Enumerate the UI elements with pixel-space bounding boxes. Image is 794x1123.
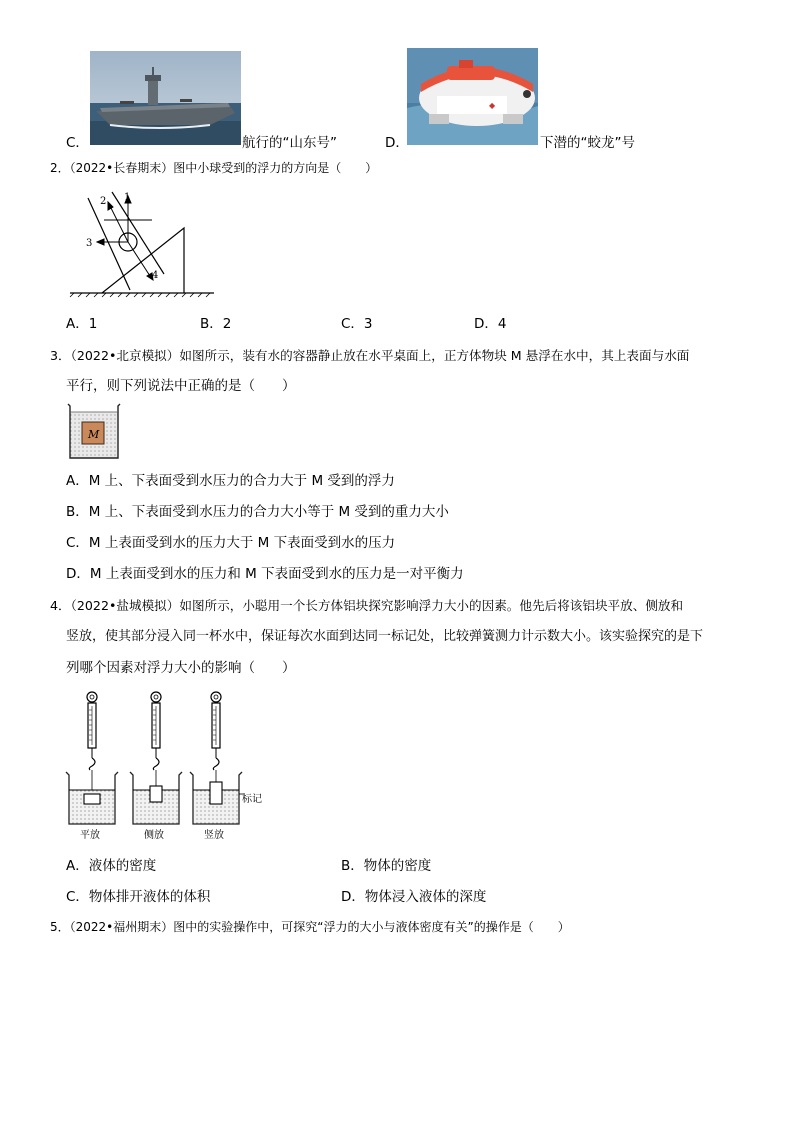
caption-upright: 竖放 [204, 830, 224, 841]
q1-option-c-text: 航行的“山东号” [242, 135, 337, 151]
q4-option-d: D．物体浸入液体的深度 [341, 889, 487, 905]
submersible-photo [407, 48, 538, 145]
q2-incline-diagram [66, 190, 218, 298]
q4-stem-line3: 列哪个因素对浮力大小的影响（ ） [66, 660, 296, 676]
spring-scale-flat [66, 692, 118, 824]
block-m-label: M [88, 428, 100, 441]
q4-option-c: C．物体排开液体的体积 [66, 889, 211, 905]
q3-option-d: D．M 上表面受到水的压力和 M 下表面受到水的压力是一对平衡力 [66, 566, 464, 582]
q3-stem-line1: 3．（2022•北京模拟）如图所示，装有水的容器静止放在水平桌面上，正方体物块 M 悬浮在水中，其上表面与水面 [50, 348, 690, 363]
q2-option-b: B．2 [200, 316, 232, 332]
mark-label: 标记 [242, 794, 262, 805]
svg-text:◆: ◆ [489, 101, 496, 110]
q2-option-d: D．4 [474, 316, 507, 332]
q4-stem-line2: 竖放，使其部分浸入同一杯水中，保证每次水面到达同一标记处，比较弹簧测力计示数大小。该实验探究的是下 [66, 629, 704, 644]
arrow-label-2: 2 [100, 196, 107, 207]
q4-option-b: B．物体的密度 [341, 858, 432, 874]
q3-option-b: B．M 上、下表面受到水压力的合力大小等于 M 受到的重力大小 [66, 504, 449, 520]
caption-flat: 平放 [80, 830, 100, 841]
q3-stem-line2: 平行，则下列说法中正确的是（ ） [66, 378, 296, 394]
arrow-label-3: 3 [86, 238, 93, 249]
q4-stem-line1: 4．（2022•盐城模拟）如图所示，小聪用一个长方体铝块探究影响浮力大小的因素。他先后将该铝块平放、侧放和 [50, 598, 684, 613]
arrow-label-1: 1 [124, 192, 131, 203]
q4-spring-scale-diagram [64, 690, 268, 842]
q3-option-c: C．M 上表面受到水的压力大于 M 下表面受到水的压力 [66, 535, 396, 551]
spring-scale-upright [190, 692, 244, 824]
arrow-label-4: 4 [152, 270, 159, 281]
spring-scale-side [130, 692, 182, 824]
q2-stem: 2．（2022•长春期末）图中小球受到的浮力的方向是（ ） [50, 161, 378, 175]
aircraft-carrier-photo [90, 51, 241, 145]
q1-option-d-letter: D． [385, 135, 409, 151]
q3-option-a: A．M 上、下表面受到水压力的合力大于 M 受到的浮力 [66, 473, 395, 489]
q2-option-c: C．3 [341, 316, 373, 332]
q5-stem: 5．（2022•福州期末）图中的实验操作中，可探究“浮力的大小与液体密度有关”的操作是（ ） [50, 920, 570, 934]
caption-side: 侧放 [144, 830, 164, 841]
q1-option-c-letter: C． [66, 135, 89, 151]
q1-option-d-text: 下潜的“蛟龙”号 [540, 135, 635, 151]
q2-option-a: A．1 [66, 316, 98, 332]
q3-beaker-diagram [66, 402, 122, 462]
q4-option-a: A．液体的密度 [66, 858, 157, 874]
